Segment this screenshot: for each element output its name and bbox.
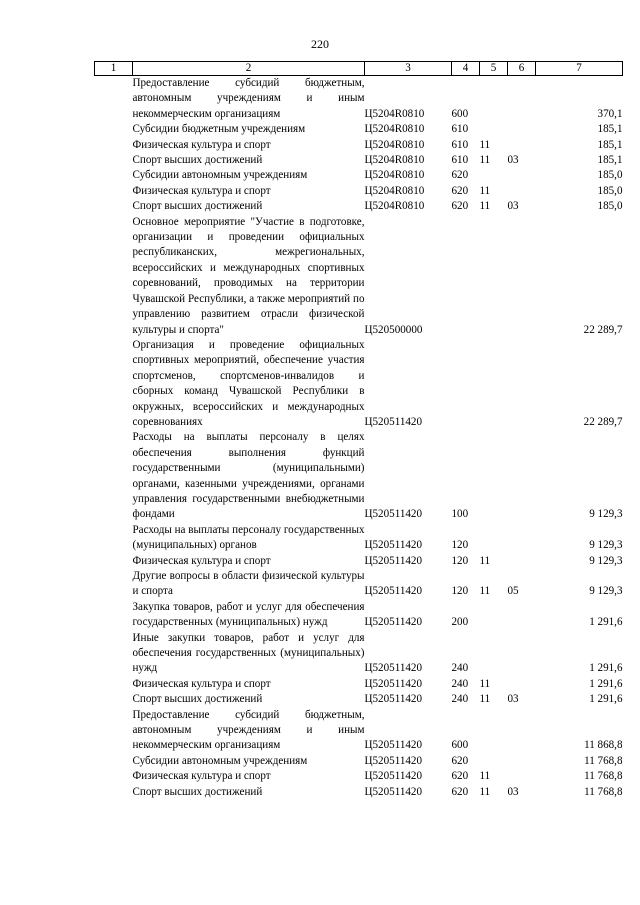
expense-type: 120	[451, 554, 469, 567]
row-name: Расходы на выплаты персоналу государственных (муниципальных) органов	[132, 523, 365, 552]
empty-cell	[95, 122, 133, 137]
section-code	[480, 76, 508, 123]
subsection-code	[508, 76, 536, 123]
table-row	[95, 692, 623, 707]
target-code: Ц5204R0810	[364, 123, 425, 136]
section-code	[480, 168, 508, 183]
subsection-code: 03	[507, 693, 519, 706]
target-code: Ц5204R0810	[364, 169, 425, 182]
expense-type: 610	[451, 154, 469, 167]
row-name: Субсидии автономным учреждениям	[132, 754, 308, 767]
expense-type: 120	[451, 585, 469, 598]
column-header: 6	[508, 62, 536, 76]
table-row	[95, 523, 623, 554]
target-code: Ц5204R0810	[364, 200, 425, 213]
table-row	[95, 338, 623, 430]
amount: 185,0	[597, 184, 623, 197]
subsection-code	[508, 215, 536, 338]
column-header: 4	[452, 62, 480, 76]
expense-type	[452, 338, 480, 430]
row-name: Спорт высших достижений	[132, 154, 263, 167]
amount: 9 129,3	[589, 554, 623, 567]
subsection-code: 03	[507, 785, 519, 798]
row-name: Спорт высших достижений	[132, 200, 263, 213]
empty-cell	[95, 168, 133, 183]
target-code: Ц520511420	[364, 539, 423, 552]
empty-cell	[95, 785, 133, 800]
subsection-code	[508, 708, 536, 754]
row-name: Субсидии бюджетным учреждениям	[132, 123, 306, 136]
target-code: Ц520511420	[364, 677, 423, 690]
table-row	[95, 754, 623, 769]
amount: 22 289,7	[583, 415, 623, 428]
table-row	[95, 708, 623, 754]
subsection-code	[508, 554, 536, 569]
section-code	[480, 708, 508, 754]
row-name: Субсидии автономным учреждениям	[132, 169, 308, 182]
table-row	[95, 631, 623, 677]
target-code: Ц520511420	[364, 770, 423, 783]
section-code	[480, 631, 508, 677]
section-code: 11	[479, 677, 491, 690]
expense-type: 240	[451, 693, 469, 706]
table-row	[95, 215, 623, 338]
amount: 9 129,3	[589, 508, 623, 521]
subsection-code	[508, 122, 536, 137]
target-code: Ц520511420	[364, 693, 423, 706]
amount: 11 768,8	[584, 770, 623, 783]
column-header: 3	[365, 62, 452, 76]
amount: 185,0	[597, 200, 623, 213]
column-header: 5	[480, 62, 508, 76]
target-code: Ц5204R0810	[364, 138, 425, 151]
column-header: 2	[133, 62, 365, 76]
target-code: Ц520511420	[364, 554, 423, 567]
page-number: 220	[311, 37, 329, 51]
table-row	[95, 199, 623, 214]
subsection-code	[508, 754, 536, 769]
empty-cell	[95, 692, 133, 707]
amount: 1 291,6	[589, 693, 623, 706]
target-code: Ц520511420	[364, 785, 423, 798]
row-name: Физическая культура и спорт	[132, 677, 271, 690]
section-code: 11	[479, 585, 491, 598]
table-row	[95, 153, 623, 168]
expense-type: 600	[451, 107, 469, 120]
row-name: Другие вопросы в области физической культуры и спорта	[132, 570, 365, 598]
amount: 185,1	[597, 138, 623, 151]
section-code: 11	[479, 200, 491, 213]
section-code	[480, 430, 508, 522]
row-name: Закупка товаров, работ и услуг для обеспечения государственных (муниципальных) нужд	[132, 600, 365, 629]
section-code	[480, 523, 508, 554]
subsection-code: 03	[507, 200, 519, 213]
row-name: Физическая культура и спорт	[132, 770, 271, 783]
subsection-code	[508, 430, 536, 522]
column-number-row	[95, 62, 623, 76]
empty-cell	[95, 184, 133, 199]
target-code: Ц520511420	[364, 739, 423, 752]
amount: 9 129,3	[589, 585, 623, 598]
amount: 1 291,6	[589, 616, 623, 629]
subsection-code	[508, 769, 536, 784]
expense-type: 610	[451, 138, 469, 151]
expense-type	[452, 215, 480, 338]
section-code	[480, 600, 508, 631]
expense-type: 620	[451, 754, 469, 767]
expense-type: 240	[451, 662, 469, 675]
empty-cell	[95, 138, 133, 153]
amount: 9 129,3	[589, 539, 623, 552]
empty-cell	[95, 677, 133, 692]
expense-type: 620	[451, 785, 469, 798]
expense-type: 610	[451, 123, 469, 136]
section-code: 11	[479, 184, 491, 197]
table-row	[95, 554, 623, 569]
table-row	[95, 122, 623, 137]
subsection-code	[508, 184, 536, 199]
empty-cell	[95, 153, 133, 168]
subsection-code: 05	[507, 585, 519, 598]
empty-cell	[95, 523, 133, 554]
table-row	[95, 138, 623, 153]
column-header: 7	[536, 62, 623, 76]
target-code: Ц520511420	[364, 616, 423, 629]
row-name: Спорт высших достижений	[132, 785, 263, 798]
expense-type: 620	[451, 169, 469, 182]
table-row	[95, 168, 623, 183]
row-name: Расходы на выплаты персоналу в целях обеспечения выполнения функций государственными (муниципальными) органами, казенными учреждениями, органами управления государственными внебюджетными фондами	[132, 431, 365, 521]
section-code: 11	[479, 554, 491, 567]
empty-cell	[95, 754, 133, 769]
subsection-code	[508, 677, 536, 692]
table-row	[95, 677, 623, 692]
empty-cell	[95, 769, 133, 784]
row-name: Иные закупки товаров, работ и услуг для обеспечения государственных (муниципальных) нужд	[132, 631, 365, 675]
amount: 11 768,8	[584, 754, 623, 767]
target-code: Ц5204R0810	[364, 184, 425, 197]
empty-cell	[95, 631, 133, 677]
section-code	[480, 754, 508, 769]
table-row	[95, 769, 623, 784]
empty-cell	[95, 600, 133, 631]
empty-cell	[95, 708, 133, 754]
target-code: Ц520500000	[364, 323, 423, 336]
row-name: Физическая культура и спорт	[132, 184, 271, 197]
table-row	[95, 184, 623, 199]
expense-type: 200	[451, 616, 469, 629]
target-code: Ц520511420	[364, 508, 423, 521]
table-row	[95, 600, 623, 631]
target-code: Ц5204R0810	[364, 154, 425, 167]
expense-type: 620	[451, 200, 469, 213]
amount: 185,0	[597, 169, 623, 182]
expense-type: 620	[451, 184, 469, 197]
target-code: Ц520511420	[364, 585, 423, 598]
target-code: Ц520511420	[364, 662, 423, 675]
expense-type: 120	[451, 539, 469, 552]
row-name: Организация и проведение официальных спортивных мероприятий, обеспечение участия спортсменов, спортсменов-инвалидов и сборных команд Чувашской Республики в окружных, всероссийских и международных соревнованиях	[132, 338, 365, 428]
row-name: Спорт высших достижений	[132, 693, 263, 706]
section-code: 11	[479, 138, 491, 151]
row-name: Предоставление субсидий бюджетным, автономным учреждениям и иным некоммерческим организациям	[132, 708, 365, 752]
table-row	[95, 76, 623, 123]
subsection-code	[508, 631, 536, 677]
row-name: Физическая культура и спорт	[132, 554, 271, 567]
subsection-code	[508, 600, 536, 631]
section-code	[480, 338, 508, 430]
amount: 370,1	[597, 107, 623, 120]
expense-type: 600	[451, 739, 469, 752]
section-code: 11	[479, 154, 491, 167]
target-code: Ц520511420	[364, 415, 423, 428]
empty-cell	[95, 76, 133, 123]
section-code	[480, 215, 508, 338]
amount: 1 291,6	[589, 677, 623, 690]
row-name: Предоставление субсидий бюджетным, автономным учреждениям и иным некоммерческим организациям	[132, 77, 365, 120]
column-header: 1	[95, 62, 133, 76]
table-body	[95, 76, 623, 801]
empty-cell	[95, 569, 133, 600]
amount: 11 768,8	[584, 785, 623, 798]
subsection-code: 03	[507, 154, 519, 167]
expense-type: 620	[451, 770, 469, 783]
row-name: Основное мероприятие "Участие в подготовке, организации и проведении официальных республиканских, межрегиональных, всероссийских и международных спортивных соревнований, проводимых на территории Чувашской Республики, а также мероприятий по управлению развитием отрасли физической культуры и спорта"	[132, 215, 365, 336]
amount: 185,1	[597, 123, 623, 136]
table-row	[95, 785, 623, 800]
subsection-code	[508, 168, 536, 183]
amount: 185,1	[597, 154, 623, 167]
target-code: Ц520511420	[364, 754, 423, 767]
amount: 22 289,7	[583, 323, 623, 336]
table-row	[95, 569, 623, 600]
empty-cell	[95, 215, 133, 338]
table-row	[95, 430, 623, 522]
section-code: 11	[479, 693, 491, 706]
row-name: Физическая культура и спорт	[132, 138, 271, 151]
section-code	[480, 122, 508, 137]
amount: 1 291,6	[589, 662, 623, 675]
subsection-code	[508, 338, 536, 430]
empty-cell	[95, 430, 133, 522]
section-code: 11	[479, 785, 491, 798]
budget-table	[94, 61, 623, 800]
expense-type: 240	[451, 677, 469, 690]
target-code: Ц5204R0810	[364, 107, 425, 120]
empty-cell	[95, 338, 133, 430]
subsection-code	[508, 523, 536, 554]
empty-cell	[95, 199, 133, 214]
amount: 11 868,8	[584, 739, 623, 752]
expense-type: 100	[451, 508, 469, 521]
empty-cell	[95, 554, 133, 569]
subsection-code	[508, 138, 536, 153]
section-code: 11	[479, 770, 491, 783]
